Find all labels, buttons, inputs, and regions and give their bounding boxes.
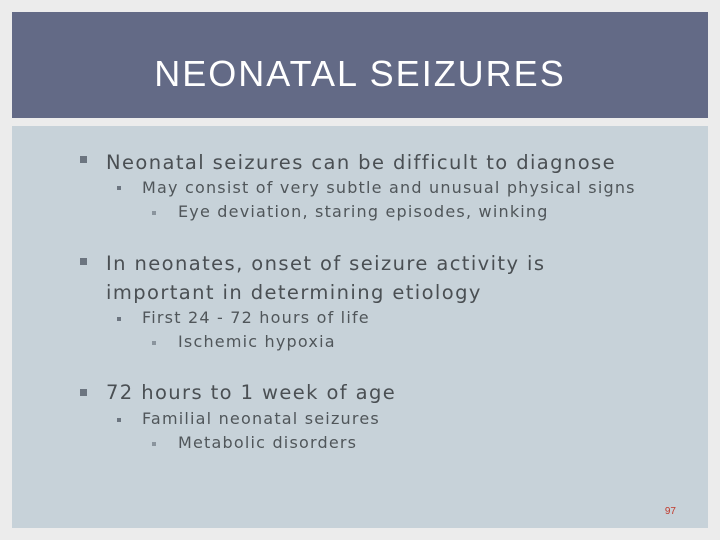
slide-title: NEONATAL SEIZURES — [154, 53, 566, 94]
bullet-3-subsub-text: Metabolic disorders — [178, 433, 358, 452]
bullet-2-subsub-text: Ischemic hypoxia — [178, 332, 336, 351]
bullet-1-sub-text: May consist of very subtle and unusual physical signs — [142, 178, 636, 197]
bullet-marker — [80, 389, 87, 396]
bullet-1-text: Neonatal seizures can be difficult to diagnose — [106, 151, 616, 174]
title-bar — [12, 12, 708, 118]
bullet-2-sub-text: First 24 - 72 hours of life — [142, 308, 370, 327]
bullet-2-line2: important in determining etiology — [106, 281, 482, 304]
bullet-2-line1: In neonates, onset of seizure activity is — [106, 252, 546, 275]
bullet-3-sub-text: Familial neonatal seizures — [142, 409, 380, 428]
content-area — [12, 126, 708, 528]
sub-bullet-marker — [117, 317, 121, 321]
bullet-marker — [80, 156, 87, 163]
page-number: 97 — [664, 506, 676, 517]
sub-sub-bullet-marker — [152, 211, 156, 215]
sub-bullet-marker — [117, 418, 121, 422]
sub-sub-bullet-marker — [152, 341, 156, 345]
bullet-3-text: 72 hours to 1 week of age — [106, 381, 397, 404]
bullet-marker — [80, 258, 87, 265]
sub-bullet-marker — [117, 186, 121, 190]
bullet-1-subsub-text: Eye deviation, staring episodes, winking — [178, 202, 549, 221]
sub-sub-bullet-marker — [152, 442, 156, 446]
